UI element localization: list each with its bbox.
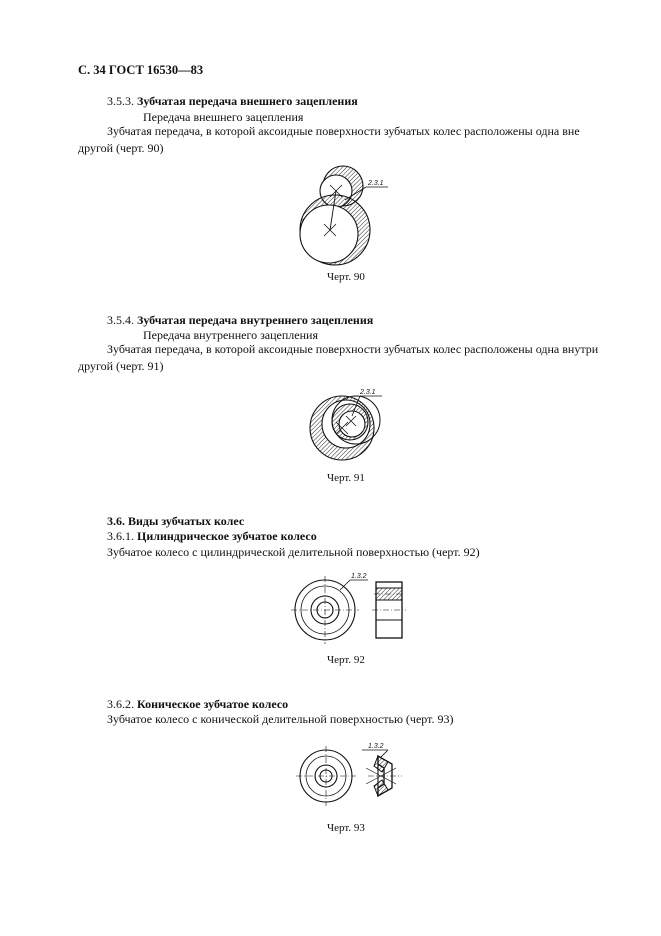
section-3-5-4-heading — [107, 313, 373, 328]
section-3-5-3-heading — [107, 94, 358, 109]
subsection-3-6-2-heading — [107, 697, 288, 712]
section-number: 3.5.3. — [107, 94, 134, 108]
subsection-title: Цилиндрическое зубчатое колесо — [137, 529, 317, 543]
section-title: Зубчатая передача внешнего зацепления — [137, 94, 358, 108]
subsection-definition: Зубчатое колесо с конической делительной поверхностью (черт. 93) — [107, 712, 454, 726]
section-synonym: Передача внешнего зацепления — [143, 110, 304, 124]
section-number: 3.5.4. — [107, 313, 134, 327]
group-title: Виды зубчатых колес — [128, 514, 245, 528]
page-header: С. 34 ГОСТ 16530—83 — [78, 63, 204, 77]
subsection-definition: Зубчатое колесо с цилиндрической делительной поверхностью (черт. 92) — [107, 545, 480, 559]
definition-line: Зубчатая передача, в которой аксоидные поверхности зубчатых колес расположены одна внутри — [107, 342, 599, 356]
subsection-number: 3.6.1. — [107, 529, 134, 543]
section-title: Зубчатая передача внутреннего зацепления — [137, 313, 374, 327]
definition-line: Зубчатая передача, в которой аксоидные поверхности зубчатых колес расположены одна вне — [107, 124, 580, 138]
figure-caption: Черт. 91 — [327, 472, 365, 484]
subsection-number: 3.6.2. — [107, 697, 134, 711]
group-heading — [107, 514, 244, 529]
figure-93-drawing — [296, 742, 411, 810]
figure-caption: Черт. 93 — [327, 822, 365, 834]
figure-caption: Черт. 92 — [327, 654, 365, 666]
section-definition — [78, 341, 617, 375]
figure-90-drawing — [290, 160, 400, 270]
figure-91-drawing — [300, 382, 400, 472]
subsection-title: Коническое зубчатое колесо — [137, 697, 289, 711]
group-number: 3.6. — [107, 514, 125, 528]
definition-line: другой (черт. 90) — [78, 141, 164, 155]
figure-label: 1.3.2 — [368, 743, 384, 750]
section-definition — [78, 123, 617, 157]
figure-label: 2.3.1 — [360, 389, 376, 396]
definition-line: другой (черт. 91) — [78, 359, 164, 373]
figure-caption: Черт. 90 — [327, 271, 365, 283]
subsection-3-6-1-heading — [107, 529, 317, 544]
figure-label: 1.3.2 — [351, 573, 367, 580]
figure-92-drawing — [288, 572, 413, 648]
section-synonym: Передача внутреннего зацепления — [143, 328, 318, 342]
figure-label: 2.3.1 — [368, 180, 384, 187]
